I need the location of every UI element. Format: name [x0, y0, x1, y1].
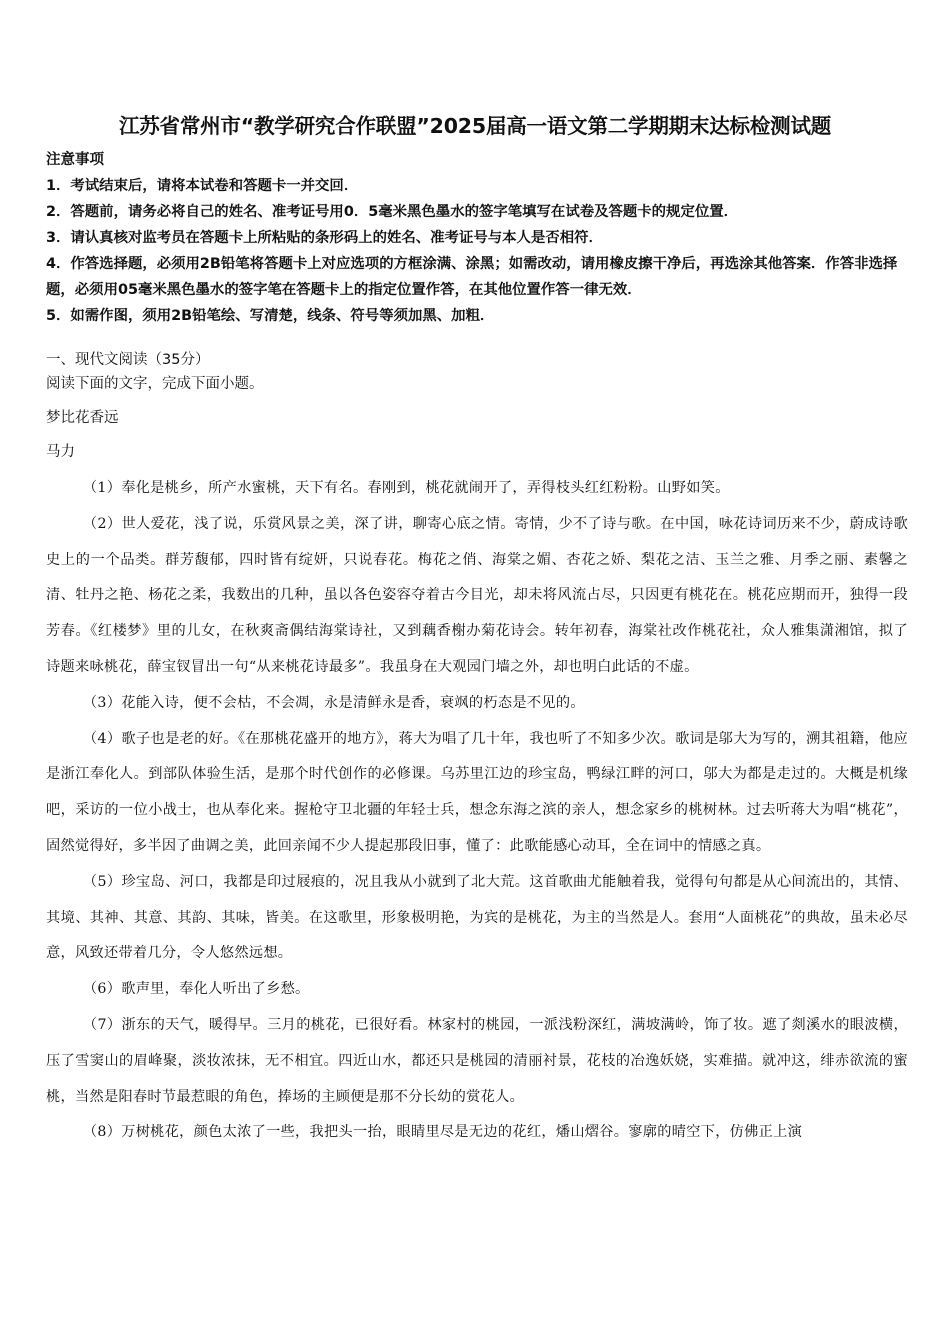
- article-paragraph: （3）花能入诗，便不会枯，不会凋，永是清鲜永是香，衰飒的朽态是不见的。: [82, 694, 585, 711]
- section-intro: 阅读下面的文字，完成下面小题。: [46, 376, 264, 392]
- article-paragraph: （6）歌声里，奉化人听出了乡愁。: [82, 981, 310, 998]
- notice-item: 1．考试结束后，请将本试卷和答题卡一并交回．: [46, 178, 359, 194]
- notice-list: [46, 173, 908, 329]
- notice-heading: 注意事项: [46, 152, 104, 168]
- page-title: 江苏省常州市“教学研究合作联盟”2025届高一语文第二学期期末达标检测试题: [118, 114, 832, 138]
- article-body: [46, 471, 908, 1151]
- notice-item: 3．请认真核对监考员在答题卡上所粘贴的条形码上的姓名、准考证号与本人是否相符．: [46, 230, 603, 246]
- article-paragraph: （8）万树桃花，颜色太浓了一些，我把头一抬，眼睛里尽是无边的花红，燔山熠谷。寥廓的晴空下，仿佛正上演: [82, 1124, 803, 1141]
- article-paragraph: （5）珍宝岛、河口，我都是印过屐痕的，况且我从小就到了北大荒。这首歌曲尤能触着我，觉得句句都是从心间流出的，其情、其境、其神、其意、其韵、其味，皆美。在这歌里，形象极明艳，为宾的是桃花，为主的当然是人。套用“人面桃花”的典故，虽未必尽意，风致还带着几分，令人悠然远想。: [46, 873, 908, 962]
- article-paragraph: （4）歌子也是老的好。《在那桃花盛开的地方》，蒋大为唱了几十年，我也听了不知多少次。歌词是邬大为写的，溯其祖籍，他应是浙江奉化人。到部队体验生活，是那个时代创作的必修课。乌苏里江边的珍宝岛，鸭绿江畔的河口，邬大为都是走过的。大概是机缘吧，采访的一位小战士，也从奉化来。握枪守卫北疆的年轻士兵，想念东海之滨的亲人，想念家乡的桃树林。过去听蒋大为唱“桃花”，固然觉得好，多半因了曲调之美，此回亲闻不少人提起那段旧事，懂了：此歌能感心动耳，全在词中的情感之真。: [46, 730, 908, 854]
- article-paragraph: （7）浙东的天气，暖得早。三月的桃花，已很好看。林家村的桃园，一派浅粉深红，满坡满岭，饰了妆。遮了剡溪水的眼波横，压了雪窦山的眉峰聚，淡妆浓抹，无不相宜。四近山水，都还只是桃园的清丽衬景，花枝的冶逸妖娆，实难描。就冲这，绯赤欲流的蜜桃，当然是阳春时节最惹眼的角色，捧场的主顾便是那不分长幼的赏花人。: [46, 1016, 908, 1105]
- section-heading: 一、现代文阅读（35分）: [46, 352, 210, 368]
- article-title: 梦比花香远: [46, 410, 119, 426]
- article-author: 马力: [46, 444, 75, 460]
- article-paragraph: （2）世人爱花，浅了说，乐赏风景之美，深了讲，聊寄心底之情。寄情，少不了诗与歌。在中国，咏花诗词历来不少，蔚成诗歌史上的一个品类。群芳馥郁，四时皆有绽妍，只说春花。梅花之俏、海棠之媚、杏花之娇、梨花之洁、玉兰之雅、月季之丽、素馨之清、牡丹之艳、杨花之柔，我数出的几种，虽以各色姿容夺着古今目光，却未将风流占尽，只因更有桃花在。桃花应期而开，独得一段芳春。《红楼梦》里的儿女，在秋爽斋偶结海棠诗社，又到藕香榭办菊花诗会。转年初春，海棠社改作桃花社，众人雅集潇湘馆，拟了诗题来咏桃花，薛宝钗冒出一句“从来桃花诗最多”。我虽身在大观园门墙之外，却也明白此话的不虚。: [46, 515, 908, 675]
- notice-item: 4．作答选择题，必须用2B铅笔将答题卡上对应选项的方框涂满、涂黑；如需改动，请用橡皮擦干净后，再选涂其他答案．作答非选择题，必须用05毫米黑色墨水的签字笔在答题卡上的指定位置作答，在其他位置作答一律无效．: [46, 256, 898, 298]
- notice-item: 2．答题前，请务必将自己的姓名、准考证号用0．5毫米黑色墨水的签字笔填写在试卷及答题卡的规定位置．: [46, 204, 739, 220]
- article-paragraph: （1）奉化是桃乡，所产水蜜桃，天下有名。春刚到，桃花就闹开了，弄得枝头红红粉粉。山野如笑。: [82, 480, 730, 496]
- notice-item: 5．如需作图，须用2B铅笔绘、写清楚，线条、符号等须加黑、加粗．: [46, 308, 495, 324]
